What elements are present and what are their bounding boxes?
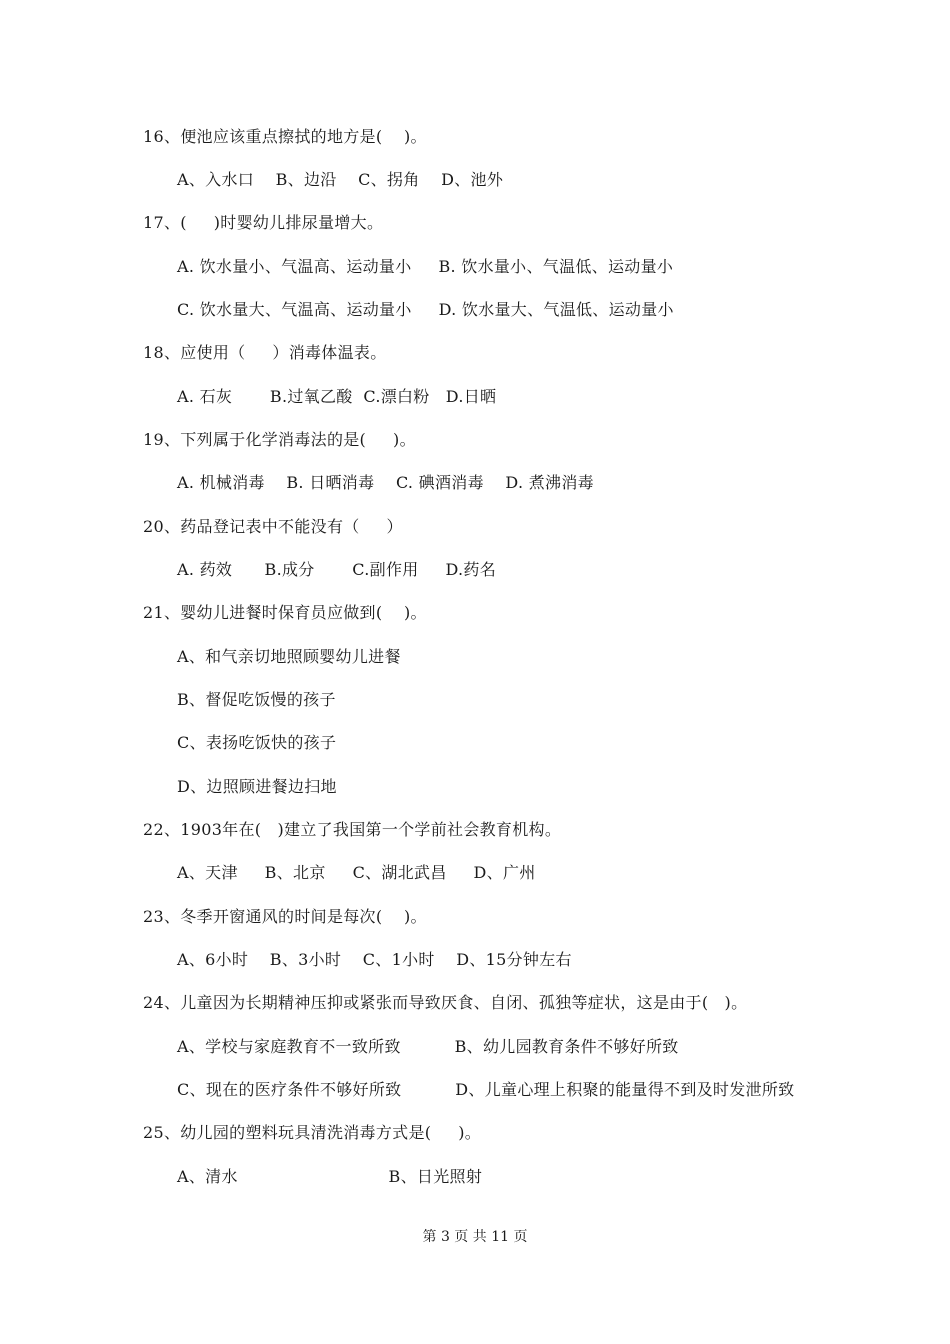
question-17: 17、( )时婴幼儿排尿量增大。 xyxy=(143,213,384,232)
question-17-options-cd: C. 饮水量大、气温高、运动量小 D. 饮水量大、气温低、运动量小 xyxy=(177,300,674,319)
question-21-option-b: B、督促吃饭慢的孩子 xyxy=(177,690,336,709)
question-24-options-cd: C、现在的医疗条件不够好所致 D、儿童心理上积聚的能量得不到及时发泄所致 xyxy=(177,1080,795,1099)
page-footer: 第 3 页 共 11 页 xyxy=(422,1229,528,1245)
question-21-option-c: C、表扬吃饭快的孩子 xyxy=(177,733,337,752)
question-16: 16、便池应该重点擦拭的地方是( )。 xyxy=(143,127,427,146)
question-18-options: A. 石灰 B.过氧乙酸 C.漂白粉 D.日晒 xyxy=(177,387,497,406)
question-20-options: A. 药效 B.成分 C.副作用 D.药名 xyxy=(177,560,497,579)
question-25: 25、幼儿园的塑料玩具清洗消毒方式是( )。 xyxy=(143,1123,482,1142)
question-23-options: A、6小时 B、3小时 C、1小时 D、15分钟左右 xyxy=(177,950,572,969)
question-21-option-d: D、边照顾进餐边扫地 xyxy=(177,777,337,796)
question-25-options: A、清水 B、日光照射 xyxy=(177,1167,483,1186)
question-24: 24、儿童因为长期精神压抑或紧张而导致厌食、自闭、孤独等症状，这是由于( )。 xyxy=(143,993,748,1012)
question-20: 20、药品登记表中不能没有（ ） xyxy=(143,517,403,536)
question-19: 19、下列属于化学消毒法的是( )。 xyxy=(143,430,416,449)
question-21-option-a: A、和气亲切地照顾婴幼儿进餐 xyxy=(177,647,401,666)
question-18: 18、应使用（ ）消毒体温表。 xyxy=(143,343,387,362)
question-22-options: A、天津 B、北京 C、湖北武昌 D、广州 xyxy=(177,863,536,882)
question-17-options-ab: A. 饮水量小、气温高、运动量小 B. 饮水量小、气温低、运动量小 xyxy=(177,257,674,276)
question-22: 22、1903年在( )建立了我国第一个学前社会教育机构。 xyxy=(143,820,562,839)
question-21: 21、婴幼儿进餐时保育员应做到( )。 xyxy=(143,603,427,622)
question-23: 23、冬季开窗通风的时间是每次( )。 xyxy=(143,907,427,926)
question-19-options: A. 机械消毒 B. 日晒消毒 C. 碘酒消毒 D. 煮沸消毒 xyxy=(177,473,594,492)
question-16-options: A、入水口 B、边沿 C、拐角 D、池外 xyxy=(177,170,504,189)
question-24-options-ab: A、学校与家庭教育不一致所致 B、幼儿园教育条件不够好所致 xyxy=(177,1037,679,1056)
